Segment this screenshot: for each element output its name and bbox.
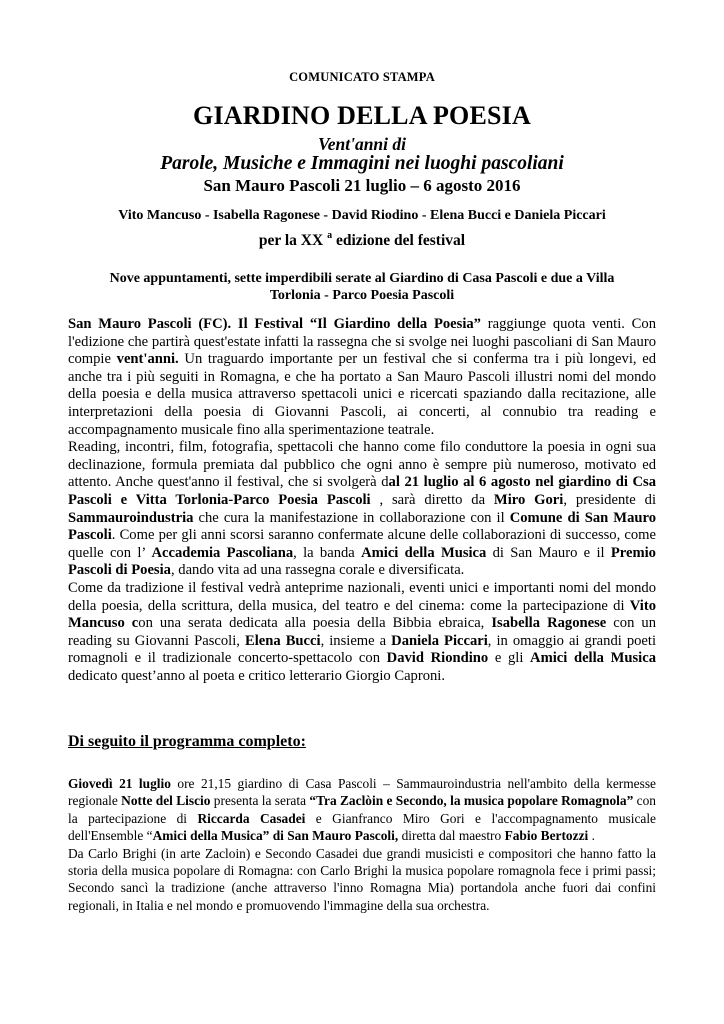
bold-run: vent'anni. [116,351,179,368]
text-run: ore 21,15 giardino di Casa Pascoli – Sammauroindustria nell'ambito della kermesse regionale [68,776,656,809]
bold-run: Miro Gori [493,491,564,508]
tagline [68,270,656,304]
bold-run: Amici della Musica” di San Mauro Pascoli, [152,828,399,844]
program-heading: Di seguito il programma completo: [68,733,306,750]
bold-run: Amici della Musica [361,544,487,561]
bold-run: Vito Mancuso c [68,597,656,632]
festival-dates: San Mauro Pascoli 21 luglio – 6 agosto 2016 [203,176,521,195]
text-run: raggiunge quota venti. Con l'edizione che partirà quest'estate infatti la rassegna che si svolge nei luoghi pascoliani di San Mauro compie [68,316,656,368]
bold-run: al 21 luglio al 6 agosto nel giardino di Csa Pascoli e Vitta Torlonia-Parco Poesia Pascoli [68,474,656,508]
paragraph-guests [68,580,656,686]
text-run: dedicato quest’anno al poeta e critico letterario Giorgio Caproni. [68,667,446,684]
edition-suffix: edizione del festival [332,232,466,249]
text-run: , la banda [293,544,362,561]
text-run: Reading, incontri, film, fotografia, spettacoli che hanno come filo conduttore la poesia in ogni sua declinazione, formula premiata dal pubblico che ogni anno è sempre più numeroso, motivato ed attento. Anche quest'anno il festival, che si svolgerà d [68,439,656,491]
tagline-line-2: Torlonia - Parco Poesia Pascoli [269,288,455,303]
bold-run: David Riondino [386,650,489,667]
bold-run: Comune di San Mauro Pascoli [68,509,657,544]
text-run: , insieme a [320,632,392,649]
bold-run: Amici della Musica [530,650,656,667]
text-run: di San Mauro e il [486,544,611,561]
subtitle-line-1: Vent'anni di [317,134,407,154]
text-run: diretta dal maestro [398,828,505,844]
text-run: con la partecipazione di [68,793,656,826]
program-event-1-description: Da Carlo Brighi (in arte Zacloin) e Secondo Casadei due grandi musicisti e compositori che hanno fatto la storia della musica popolare di Romagna: con Carlo Brighi la musica popolare romagnola fece i primi passi; Secondo sancì la tradizione (anche attraverso l'inno Romagna Mia) portandola anche fuori dai confini regionali, in Italia e nel mondo e promuovendo l'immagine della sua orchestra. [68,845,656,913]
text-run: presenta la serata [210,793,310,809]
edition-superscript: a [327,230,333,241]
bold-run: Giovedì 21 luglio [68,776,171,791]
text-run: , presidente di [563,491,656,508]
tagline-line-1: Nove appuntamenti, sette imperdibili serate al Giardino di Casa Pascoli e due a Villa [109,271,615,286]
article-body [68,316,656,685]
text-run: , sarà diretto da [370,491,494,508]
edition-prefix: per la XX [258,232,324,249]
text-run: on una serata dedicata alla poesia della Bibbia ebraica, [138,615,492,632]
document-title: GIARDINO DELLA POESIA [193,101,531,130]
text-run: , in omaggio ai grandi poeti romagnoli e il tradizionale concerto-spettacolo con [68,632,657,667]
text-run: che cura la manifestazione in collaborazione con il [193,509,510,526]
paragraph-intro [68,316,656,439]
program-section [68,775,656,914]
text-run: . Come per gli anni scorsi saranno confermate alcune delle collaborazioni di successo, come quelle con l’ [68,527,656,561]
text-run: Un traguardo importante per un festival che si conferma tra i più longevi, ed anche tra i più seguiti in Romagna, e che ha portato a San Mauro Pascoli illustri nomi del mondo della poesia e della musica attraverso spettacoli unici e ricercati spaziando dalla recitazione, alle interpretazioni della poesia di Giovanni Pascoli, ai concerti, al connubio tra reading e accompagnamento musicale fino alla sperimentazione teatrale. [68,351,656,438]
bold-run: Notte del Liscio [121,793,211,809]
text-run: . [588,828,595,844]
text-run: e Gianfranco Miro Gori e l'accompagnamento musicale dell'Ensemble “ [68,810,656,844]
document-kicker: COMUNICATO STAMPA [289,70,435,84]
bold-run: Sammauroindustria [68,509,194,526]
bold-run: Elena Bucci [244,632,321,649]
artists-line: Vito Mancuso - Isabella Ragonese - David Riodino - Elena Bucci e Daniela Piccari [118,208,606,223]
text-run: Come da tradizione il festival vedrà anteprime nazionali, eventi unici e importanti nomi del mondo della poesia, della scrittura, della musica, del teatro e del cinema: come la partecipazione di [68,579,656,614]
bold-run: Premio Pascoli di Poesia [68,544,656,579]
bold-run: Daniela Piccari [391,632,488,649]
subtitle-line-2: Parole, Musiche e Immagini nei luoghi pascoliani [160,153,564,174]
bold-run: Accademia Pascoliana [151,544,294,561]
text-run: , dando vita ad una rassegna corale e diversificata. [170,562,465,579]
bold-run: Riccarda Casadei [197,810,306,826]
program-event-1 [68,775,656,845]
text-run: e gli [488,650,531,667]
bold-run: Fabio Bertozzi [504,828,589,844]
text-run: con un reading su Giovanni Pascoli, [68,615,657,649]
paragraph-details [68,439,656,580]
bold-run: Isabella Ragonese [491,615,607,632]
bold-run: “Tra Zaclòin e Secondo, la musica popolare Romagnola” [309,793,634,809]
bold-run: San Mauro Pascoli (FC). Il Festival “Il Giardino della Poesia” [68,316,481,332]
edition-line [68,230,656,250]
